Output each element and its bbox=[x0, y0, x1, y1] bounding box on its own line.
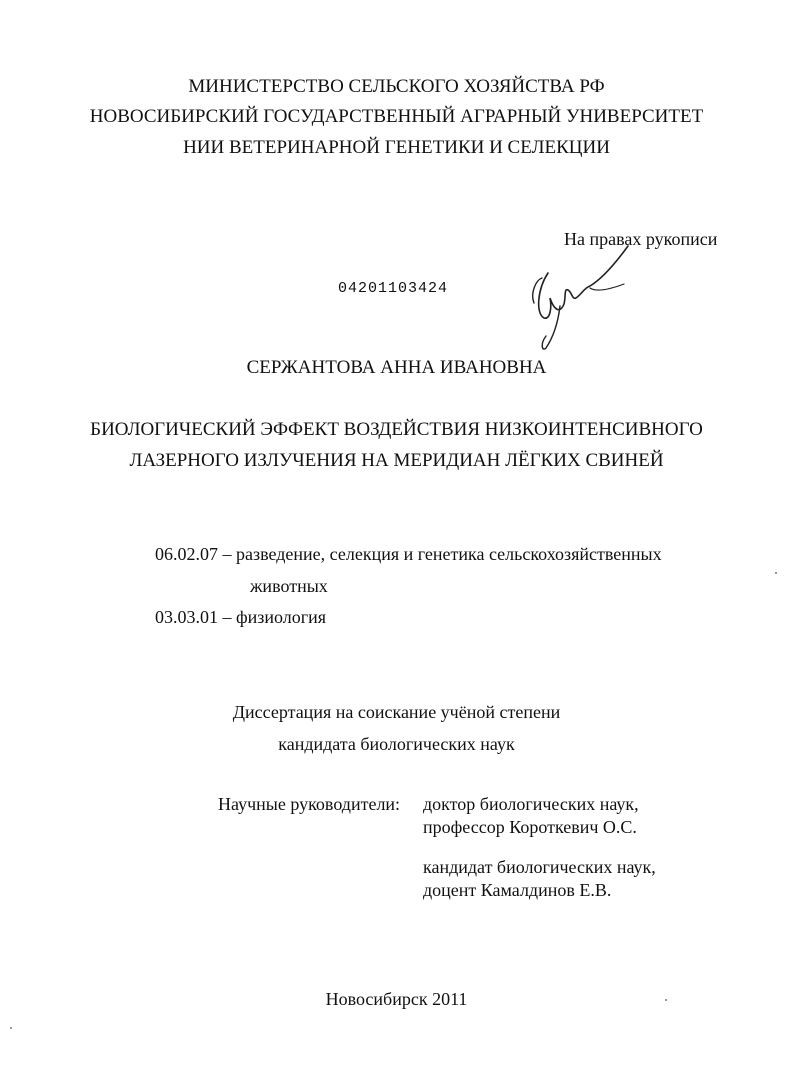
author-name: СЕРЖАНТОВА АННА ИВАНОВНА bbox=[246, 357, 547, 378]
institute-heading: НИИ ВЕТЕРИНАРНОЙ ГЕНЕТИКИ И СЕЛЕКЦИИ bbox=[183, 137, 610, 158]
dissertation-title-line1: БИОЛОГИЧЕСКИЙ ЭФФЕКТ ВОЗДЕЙСТВИЯ НИЗКОИНТЕНСИВНОГО bbox=[90, 419, 703, 440]
scan-speck bbox=[775, 572, 777, 574]
dissertation-title-line2: ЛАЗЕРНОГО ИЗЛУЧЕНИЯ НА МЕРИДИАН ЛЁГКИХ СВИНЕЙ bbox=[129, 450, 664, 471]
supervisor-2-degree: кандидат биологических наук, bbox=[423, 857, 656, 877]
degree-line2: кандидата биологических наук bbox=[278, 734, 515, 754]
specialty-1: 06.02.07 – разведение, селекция и генетика сельскохозяйственных bbox=[155, 544, 662, 564]
scan-speck bbox=[10, 1027, 12, 1029]
signature-icon bbox=[520, 218, 630, 358]
ministry-heading: МИНИСТЕРСТВО СЕЛЬСКОГО ХОЗЯЙСТВА РФ bbox=[188, 76, 605, 97]
supervisors-label: Научные руководители: bbox=[218, 794, 401, 814]
manuscript-rights-note: На правах рукописи bbox=[564, 229, 718, 249]
specialty-2: 03.03.01 – физиология bbox=[155, 607, 327, 627]
university-heading: НОВОСИБИРСКИЙ ГОСУДАРСТВЕННЫЙ АГРАРНЫЙ УНИВЕРСИТЕТ bbox=[89, 106, 704, 127]
city-year: Новосибирск 2011 bbox=[325, 989, 468, 1009]
supervisor-1-degree: доктор биологических наук, bbox=[423, 794, 639, 814]
degree-line1: Диссертация на соискание учёной степени bbox=[232, 702, 561, 722]
specialty-1-continuation: животных bbox=[250, 576, 328, 596]
supervisor-2-name: доцент Камалдинов Е.В. bbox=[423, 880, 612, 900]
registration-number-stamp: 04201103424 bbox=[338, 280, 449, 297]
supervisor-1-name: профессор Короткевич О.С. bbox=[423, 817, 637, 837]
scan-speck bbox=[665, 999, 667, 1001]
